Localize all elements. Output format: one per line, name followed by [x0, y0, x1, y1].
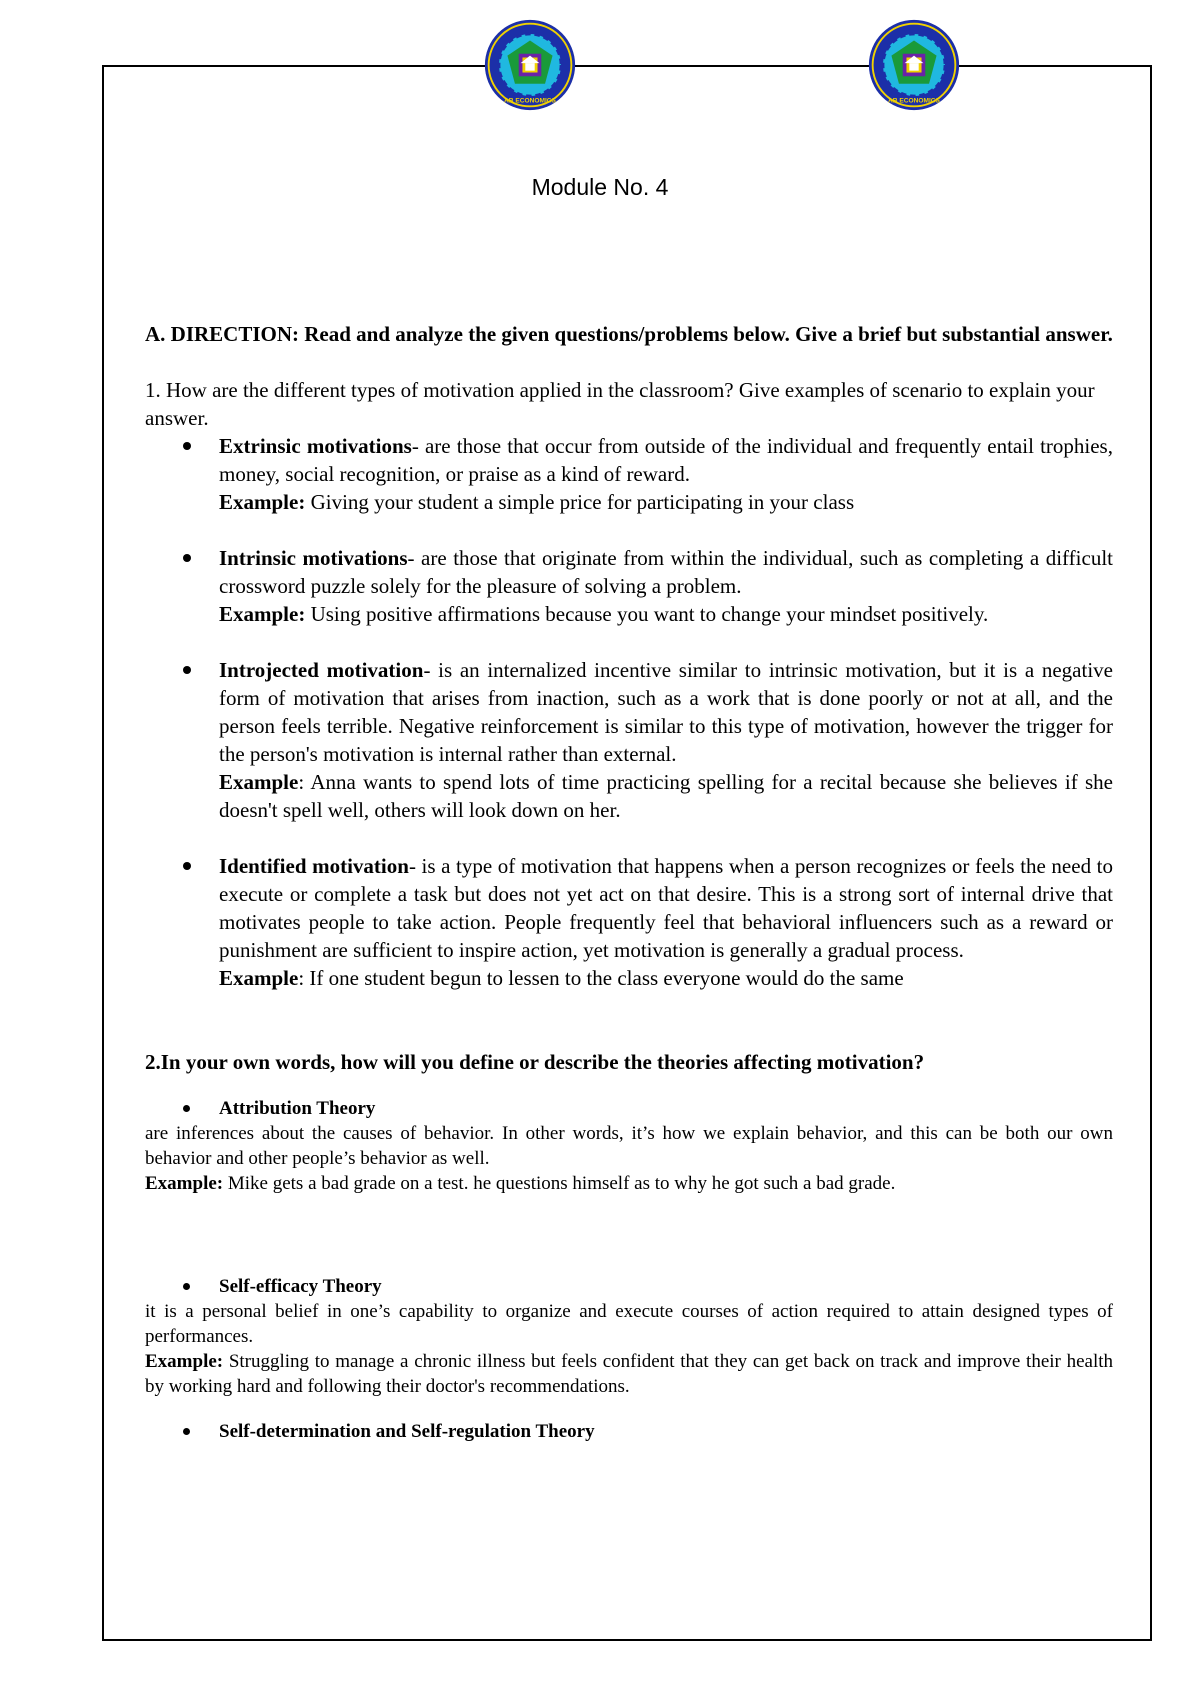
motivation-example: Example: If one student begun to lessen to the class everyone would do the same	[219, 966, 904, 990]
svg-text:AB ECONOMICS: AB ECONOMICS	[504, 97, 556, 105]
theory-example: Example: Mike gets a bad grade on a test. he questions himself as to why he got such a bad grade.	[145, 1173, 896, 1194]
theory-title: Self-efficacy Theory	[145, 1274, 1113, 1299]
svg-text:AB ECONOMICS: AB ECONOMICS	[888, 97, 940, 105]
list-item	[145, 656, 1113, 824]
theory-title: Attribution Theory	[145, 1096, 1113, 1121]
list-item	[145, 544, 1113, 628]
motivation-list	[145, 432, 1113, 992]
theory-example: Example: Struggling to manage a chronic illness but feels confident that they can get back on track and improve their health by working hard and following their doctor's recommendations.	[145, 1351, 1113, 1397]
ab-economics-seal-left	[483, 18, 577, 112]
motivation-desc: - are those that originate from within the individual, such as completing a difficult crossword puzzle solely for the pleasure of solving a problem.	[219, 546, 1113, 598]
motivation-example: Example: Anna wants to spend lots of time practicing spelling for a recital because she believes if she doesn't spell well, others will look down on her.	[219, 770, 1113, 822]
module-title: Module No. 4	[531, 174, 669, 200]
document-body	[145, 320, 1113, 1444]
ab-economics-seal-right	[867, 18, 961, 112]
list-item	[145, 852, 1113, 992]
theory-self-efficacy	[145, 1274, 1113, 1399]
motivation-desc: - is an internalized incentive similar to intrinsic motivation, but it is a negative form of motivation that arises from inaction, such as a work that is done poorly or not at all, and the person feels terrible. Negative reinforcement is similar to this type of motivation, however the trigger for the person's motivation is internal rather than external.	[219, 658, 1113, 766]
motivation-term: Intrinsic motivations	[219, 546, 408, 570]
theory-desc: it is a personal belief in one’s capability to organize and execute courses of action required to attain designed types of performances.	[145, 1301, 1113, 1347]
theory-desc: are inferences about the causes of behavior. In other words, it’s how we explain behavior, and this can be both our own behavior and other people’s behavior as well.	[145, 1123, 1113, 1169]
motivation-example: Example: Using positive affirmations because you want to change your mindset positively.	[219, 602, 989, 626]
theory-self-determination	[145, 1419, 1113, 1444]
motivation-term: Extrinsic motivations	[219, 434, 412, 458]
motivation-desc: - is a type of motivation that happens when a person recognizes or feels the need to execute or complete a task but does not yet act on that desire. This is a strong sort of internal drive that motivates people to take action. People frequently feel that behavioral influencers such as a reward or punishment are sufficient to inspire action, yet motivation is generally a gradual process.	[219, 854, 1114, 962]
theory-title: Self-determination and Self-regulation Theory	[145, 1419, 1113, 1444]
list-item	[145, 432, 1113, 516]
question-1: 1. How are the different types of motivation applied in the classroom? Give examples of scenario to explain your answer.	[145, 378, 1095, 430]
motivation-desc: - are those that occur from outside of the individual and frequently entail trophies, money, social recognition, or praise as a kind of reward.	[219, 434, 1113, 486]
direction-heading: A. DIRECTION: Read and analyze the given questions/problems below. Give a brief but substantial answer.	[145, 322, 1113, 346]
motivation-term: Introjected motivation	[219, 658, 424, 682]
theory-attribution	[145, 1096, 1113, 1196]
question-2: 2.In your own words, how will you define or describe the theories affecting motivation?	[145, 1050, 925, 1074]
motivation-term: Identified motivation	[219, 854, 409, 878]
motivation-example: Example: Giving your student a simple price for participating in your class	[219, 490, 855, 514]
